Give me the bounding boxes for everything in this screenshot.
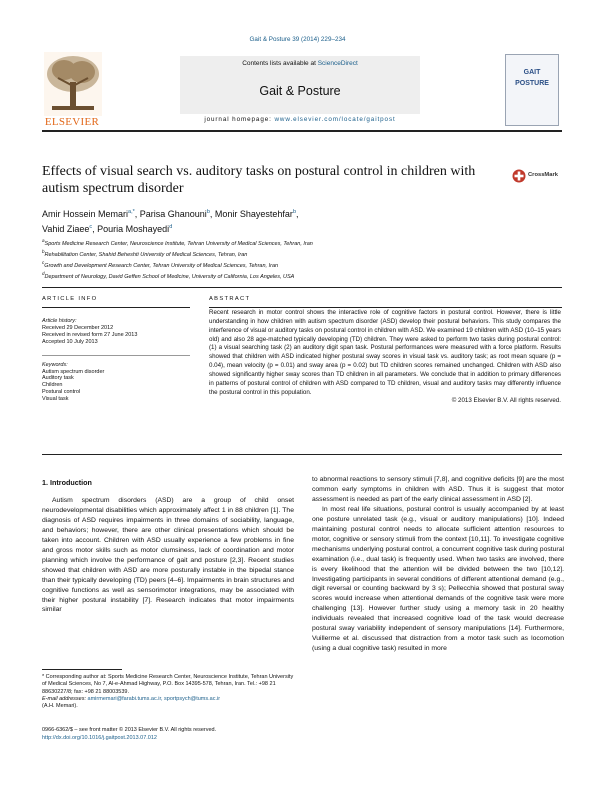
body-column-right (312, 475, 564, 654)
body-column-left (42, 496, 294, 615)
section-heading: 1. Introduction (42, 478, 92, 487)
author[interactable]: Vahid Ziaee$^c$ (42, 223, 93, 234)
affiliation: $^a$Sports Medicine Research Center, Neuroscience Institute, Tehran University of Medical Sciences, Tehran, Iran (42, 238, 313, 247)
abstract-rule (209, 307, 562, 308)
sciencedirect-link[interactable]: ScienceDirect (317, 60, 358, 67)
paragraph: Autism spectrum disorders (ASD) are a group of child onset neurodevelopmental disabilities which approximately affect 1 in 88 children [1]. The diagnosis of ASD requires impairments in three domains of sociability, language, and behaviors; however, there are other clinical presentations which should be taken into account. Children with ASD usually experience a few problems in fine and gross motor skills such as motor clumsiness, lack of coordination and motor planning which involve the performance of gait and posture [2,3]. Recent studies showed that children with ASD are more posturally instable in the bipedal stance than their typically developing (TD) peers [4–6]. Impairments in brain structures and cognitive functions as well as sensorimotor integrations, may be associated with their higher postural instability [7]. Research indicates that motor impairments similar (42, 497, 294, 614)
abstract-text: Recent research in motor control shows the interactive role of cognitive factors in postural control. However, there is little understanding in how children with autism spectrum disorder (ASD) develop their postural behaviors. This study compares the interference of visual or auditory tasks on postural control in children with ASD. We examined 19 children with ASD (10–15 years old) and also 28 age-matched typically developing (TD) children. They were asked to perform two tasks during postural control: (1) a visual searching task (2) an auditory digit span task. Postural performances were measured with a force platform. Results showed that children with ASD indicated higher postural sway scores in visual task vs. auditory task; as root mean square (p = 0.04), mean velocity (p = 0.01) and sway area (p = 0.02) but TD children scores remained unchanged. Children with ASD also showed significantly higher sway scores than TD children in all parameters. We conclude that in addition to primary differences in patterns of postural control of children with ASD compared to TD children, visual and auditory tasks may differently influence the postural control in this population. (209, 309, 561, 396)
affiliation: $^b$Rehabilitation Center, Shahid Beheshti University of Medical Sciences, Tehran, Iran (42, 248, 248, 258)
affiliation-rule (42, 287, 562, 288)
history-item: Accepted 10 July 2013 (42, 338, 98, 345)
corresponding-author-note: * Corresponding author at: Sports Medicine Research Center, Neuroscience Institute, Tehran University of Medical Sciences, No 7, Al-e-Ahmad Highway, P.O. Box 14395-578, Tehran, Iran. Tel.: +98 21 88630227/8; fax: +98 21 88003539. (42, 674, 294, 695)
contents-line (180, 60, 420, 67)
journal-title: Gait & Posture (259, 84, 341, 98)
author[interactable]: Parisa Ghanouni$^b$ (139, 209, 210, 219)
footnote-rule (42, 669, 122, 670)
homepage-label: journal homepage: (204, 116, 275, 123)
crossmark-badge[interactable] (512, 168, 564, 189)
keyword: Visual task (42, 396, 69, 403)
article-info-heading: ARTICLE INFO (42, 296, 98, 302)
crossmark-label: CrossMark (528, 172, 558, 178)
affiliation: $^d$Department of Neurology, David Geffen School of Medicine, University of California, Los Angeles, USA (42, 270, 295, 280)
history-item: Received 29 December 2012 (42, 324, 114, 331)
history-label: Article history: (42, 318, 77, 324)
keyword: Children (42, 382, 63, 389)
keyword: Auditory task (42, 375, 74, 382)
header-rule (42, 130, 562, 132)
cover-title-line2: POSTURE (515, 80, 549, 87)
cover-title-line1: GAIT (523, 69, 541, 76)
elsevier-wordmark: ELSEVIER (44, 116, 100, 128)
keyword: Postural control (42, 389, 81, 396)
copyright-line: © 2013 Elsevier B.V. All rights reserved. (451, 397, 561, 405)
article-info (42, 318, 182, 403)
keyword: Autism spectrum disorder (42, 368, 105, 375)
keywords-label: Keywords: (42, 361, 68, 368)
abstract-bottom-rule (42, 454, 562, 455)
doi-link[interactable]: http://dx.doi.org/10.1016/j.gaitpost.2013.07.012 (42, 734, 157, 741)
paragraph: to abnormal reactions to sensory stimuli [7,8], and cognitive deficits [9] are the most common early symptoms in children with ASD. Thus it is suggest that motor assessment is needed as part of the early clinical assessment in ASD [2]. (312, 476, 564, 503)
article-title: Effects of visual search vs. auditory tasks on postural control in children with autism spectrum disorder (42, 164, 476, 196)
author[interactable]: Monir Shayestehfar$^b$ (214, 209, 296, 219)
affiliation: $^c$Growth and Development Research Center, Tehran University of Medical Sciences, Tehran, Iran (42, 259, 279, 269)
article-info-rule (42, 307, 190, 308)
footnote (42, 674, 294, 710)
homepage-link[interactable]: www.elsevier.com/locate/gaitpost (274, 116, 396, 123)
elsevier-tree-logo (44, 52, 102, 116)
abstract-heading: ABSTRACT (209, 296, 251, 302)
paragraph: In most real life situations, postural control is usually accompanied by at least one posture unrelated task (e.g., visual or auditory manipulations) [10]. Indeed maintaining postural control needs to allocate sufficient attention resources to motor, cognitive or sensory stimuli from the context [10,11]. To investigate cognitive mechanisms underlying postural control, a concurrent cognitive task during postural examination (i.e., dual task) is frequently used. When two tasks are involved, there is every likelihood that the attention will be divided between the two [10,12]. Investigating participants in several conditions of different attentional demand (e.g., digit reversal or counting backward by 3 s); Pellecchia showed that postural sway scores would increase when attentional demands of the cognitive task were more challenging [13]. However further study using a memory task in 20 healthy individuals revealed that increased cognitive load of the task would decrease postural sway variability independent of sensory manipulations [14]. Furthermore, Vuillerme et al. discussed that distraction from a motor task such as locomotion (using a dual cognitive task) resulted in more (312, 505, 564, 653)
journal-homepage (170, 116, 430, 123)
keywords-rule (42, 355, 190, 356)
abstract (209, 309, 561, 406)
author-list: Amir Hossein Memari$^{a,*}$, Parisa Ghanouni$^b$, Monir Shayestehfar$^b$, Vahid Ziaee$^c$, Pouria Moshayedi$^d$ (42, 209, 299, 234)
email-line: E-mail addresses: amirmemari@farabi.tums.ac.ir, sportpsych@tums.ac.ir (42, 695, 221, 702)
contents-prefix: Contents lists available at (242, 60, 318, 67)
issn-block (42, 727, 342, 742)
author[interactable]: Pouria Moshayedi$^d$ (97, 223, 173, 234)
journal-cover-thumbnail (505, 54, 559, 126)
author[interactable]: Amir Hossein Memari$^{a,*}$ (42, 209, 135, 219)
affiliations (42, 237, 502, 281)
history-item: Received in revised form 27 June 2013 (42, 331, 138, 338)
issn-line: 0966-6362/$ – see front matter © 2013 Elsevier B.V. All rights reserved. (42, 727, 217, 733)
email-owner: (A.H. Memari). (42, 703, 78, 710)
journal-citation[interactable]: Gait & Posture 39 (2014) 229–234 (249, 36, 346, 43)
email-links[interactable]: amirmemari@farabi.tums.ac.ir, sportpsych@tums.ac.ir (87, 695, 221, 702)
